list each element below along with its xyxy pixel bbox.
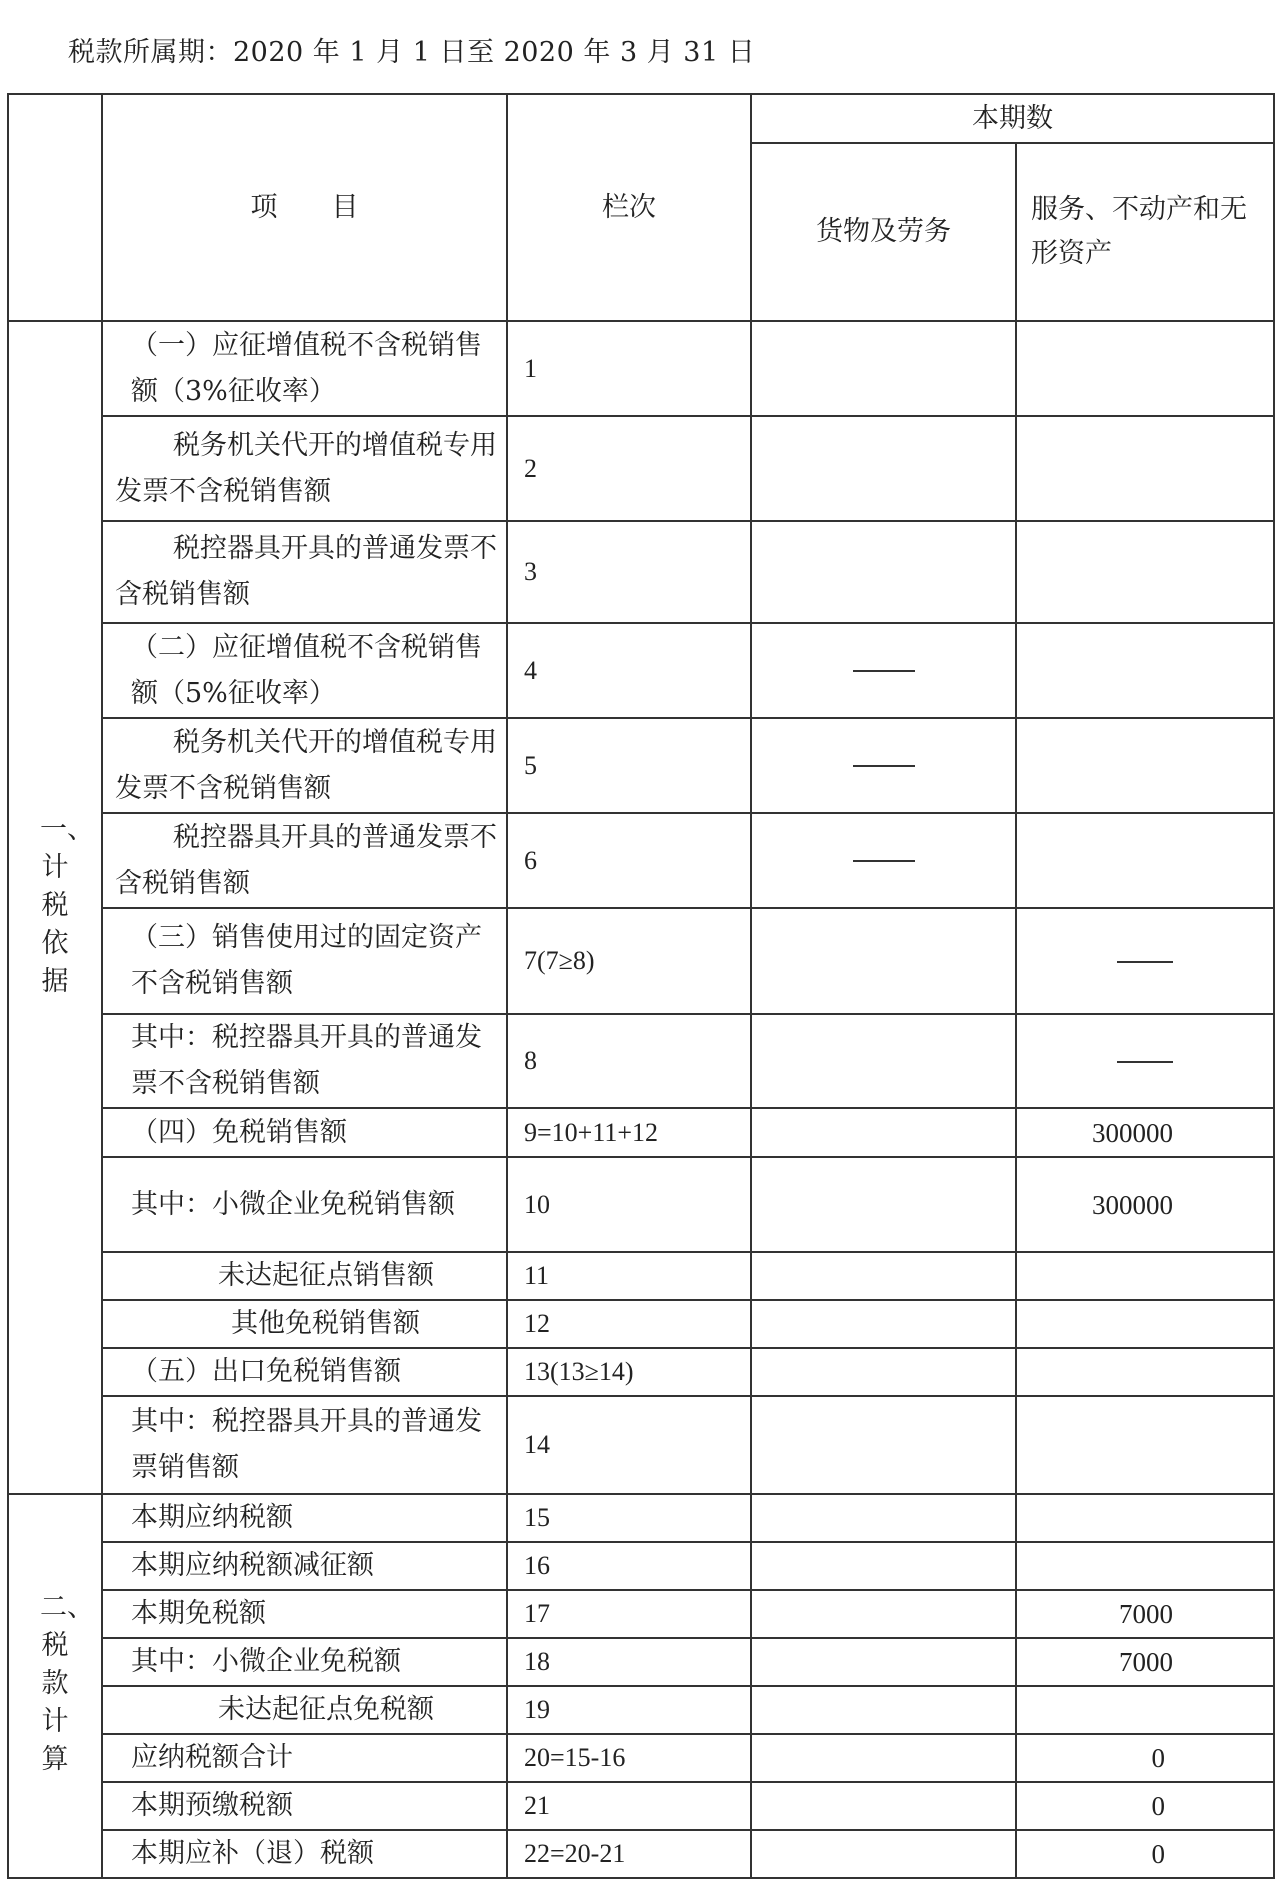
row-col-no: 4 <box>507 623 751 718</box>
row-services-value <box>1016 321 1274 416</box>
header-current-period: 本期数 <box>751 94 1274 143</box>
row-col-no: 2 <box>507 416 751 521</box>
row-services-value: 7000 <box>1016 1638 1274 1686</box>
row-col-no: 20=15-16 <box>507 1734 751 1782</box>
section-tax-basis: 一、计税依据 <box>8 321 102 1494</box>
row-services-value-na <box>1016 908 1274 1014</box>
row-goods-value <box>751 1638 1016 1686</box>
row-item: 税务机关代开的增值税专用发票不含税销售额 <box>102 416 507 521</box>
row-goods-value <box>751 1590 1016 1638</box>
row-services-value <box>1016 1396 1274 1494</box>
row-col-no: 12 <box>507 1300 751 1348</box>
row-goods-value <box>751 521 1016 623</box>
row-services-value <box>1016 1300 1274 1348</box>
row-col-no: 1 <box>507 321 751 416</box>
row-services-value <box>1016 1542 1274 1590</box>
row-goods-value <box>751 416 1016 521</box>
row-goods-value-na <box>751 623 1016 718</box>
row-services-value <box>1016 623 1274 718</box>
row-item: 未达起征点销售额 <box>102 1252 507 1300</box>
dash-mark <box>853 765 915 767</box>
row-goods-value <box>751 1830 1016 1878</box>
row-col-no: 5 <box>507 718 751 813</box>
row-col-no: 6 <box>507 813 751 908</box>
row-item: 本期应纳税额减征额 <box>102 1542 507 1590</box>
dash-mark <box>853 670 915 672</box>
row-col-no: 14 <box>507 1396 751 1494</box>
row-goods-value <box>751 1542 1016 1590</box>
row-item: 其他免税销售额 <box>102 1300 507 1348</box>
row-item: 其中：小微企业免税额 <box>102 1638 507 1686</box>
row-item: 本期应纳税额 <box>102 1494 507 1542</box>
row-col-no: 19 <box>507 1686 751 1734</box>
header-column-no: 栏次 <box>507 94 751 321</box>
section-tax-calculation: 二、税款计算 <box>8 1494 102 1878</box>
row-col-no: 8 <box>507 1014 751 1108</box>
row-goods-value <box>751 1348 1016 1396</box>
row-col-no: 11 <box>507 1252 751 1300</box>
row-services-value <box>1016 1252 1274 1300</box>
row-col-no: 21 <box>507 1782 751 1830</box>
row-goods-value <box>751 1782 1016 1830</box>
row-services-value: 7000 <box>1016 1590 1274 1638</box>
header-blank-cell <box>8 94 102 321</box>
row-goods-value <box>751 908 1016 1014</box>
row-goods-value <box>751 1734 1016 1782</box>
row-item: 其中：小微企业免税销售额 <box>102 1157 507 1252</box>
row-services-value-na <box>1016 1014 1274 1108</box>
row-goods-value <box>751 1014 1016 1108</box>
row-item: 本期预缴税额 <box>102 1782 507 1830</box>
row-item: （四）免税销售额 <box>102 1108 507 1157</box>
row-goods-value-na <box>751 813 1016 908</box>
row-item: 应纳税额合计 <box>102 1734 507 1782</box>
row-services-value <box>1016 1686 1274 1734</box>
row-item: （五）出口免税销售额 <box>102 1348 507 1396</box>
vat-return-table <box>7 93 1275 1879</box>
row-services-value: 300000 <box>1016 1108 1274 1157</box>
row-services-value: 0 <box>1016 1782 1274 1830</box>
row-col-no: 18 <box>507 1638 751 1686</box>
row-col-no: 9=10+11+12 <box>507 1108 751 1157</box>
row-item: 本期应补（退）税额 <box>102 1830 507 1878</box>
row-item: 其中：税控器具开具的普通发票销售额 <box>102 1396 507 1494</box>
row-col-no: 15 <box>507 1494 751 1542</box>
row-goods-value <box>751 1396 1016 1494</box>
row-goods-value-na <box>751 718 1016 813</box>
row-goods-value <box>751 321 1016 416</box>
row-item: 税控器具开具的普通发票不含税销售额 <box>102 813 507 908</box>
row-goods-value <box>751 1686 1016 1734</box>
row-services-value <box>1016 718 1274 813</box>
row-col-no: 10 <box>507 1157 751 1252</box>
row-item: （三）销售使用过的固定资产不含税销售额 <box>102 908 507 1014</box>
row-col-no: 7(7≥8) <box>507 908 751 1014</box>
row-goods-value <box>751 1157 1016 1252</box>
row-services-value <box>1016 813 1274 908</box>
row-services-value <box>1016 416 1274 521</box>
row-services-value: 300000 <box>1016 1157 1274 1252</box>
row-goods-value <box>751 1494 1016 1542</box>
row-col-no: 22=20-21 <box>507 1830 751 1878</box>
row-col-no: 17 <box>507 1590 751 1638</box>
tax-period-label: 税款所属期：2020 年 1 月 1 日至 2020 年 3 月 31 日 <box>68 37 756 68</box>
row-goods-value <box>751 1108 1016 1157</box>
row-col-no: 16 <box>507 1542 751 1590</box>
row-item: 税务机关代开的增值税专用发票不含税销售额 <box>102 718 507 813</box>
header-goods-services: 货物及劳务 <box>751 143 1016 321</box>
row-goods-value <box>751 1300 1016 1348</box>
row-services-value <box>1016 1348 1274 1396</box>
row-col-no: 3 <box>507 521 751 623</box>
dash-mark <box>853 860 915 862</box>
dash-mark <box>1117 1061 1173 1063</box>
row-item: （二）应征增值税不含税销售额（5%征收率） <box>102 623 507 718</box>
row-item: 未达起征点免税额 <box>102 1686 507 1734</box>
dash-mark <box>1117 961 1173 963</box>
row-item: （一）应征增值税不含税销售额（3%征收率） <box>102 321 507 416</box>
row-services-value <box>1016 1494 1274 1542</box>
row-item: 其中：税控器具开具的普通发票不含税销售额 <box>102 1014 507 1108</box>
row-services-value: 0 <box>1016 1734 1274 1782</box>
row-goods-value <box>751 1252 1016 1300</box>
row-item: 税控器具开具的普通发票不含税销售额 <box>102 521 507 623</box>
row-col-no: 13(13≥14) <box>507 1348 751 1396</box>
header-item: 项 目 <box>102 94 507 321</box>
row-services-value <box>1016 521 1274 623</box>
header-services-realestate: 服务、不动产和无形资产 <box>1016 143 1274 321</box>
row-item: 本期免税额 <box>102 1590 507 1638</box>
row-services-value: 0 <box>1016 1830 1274 1878</box>
